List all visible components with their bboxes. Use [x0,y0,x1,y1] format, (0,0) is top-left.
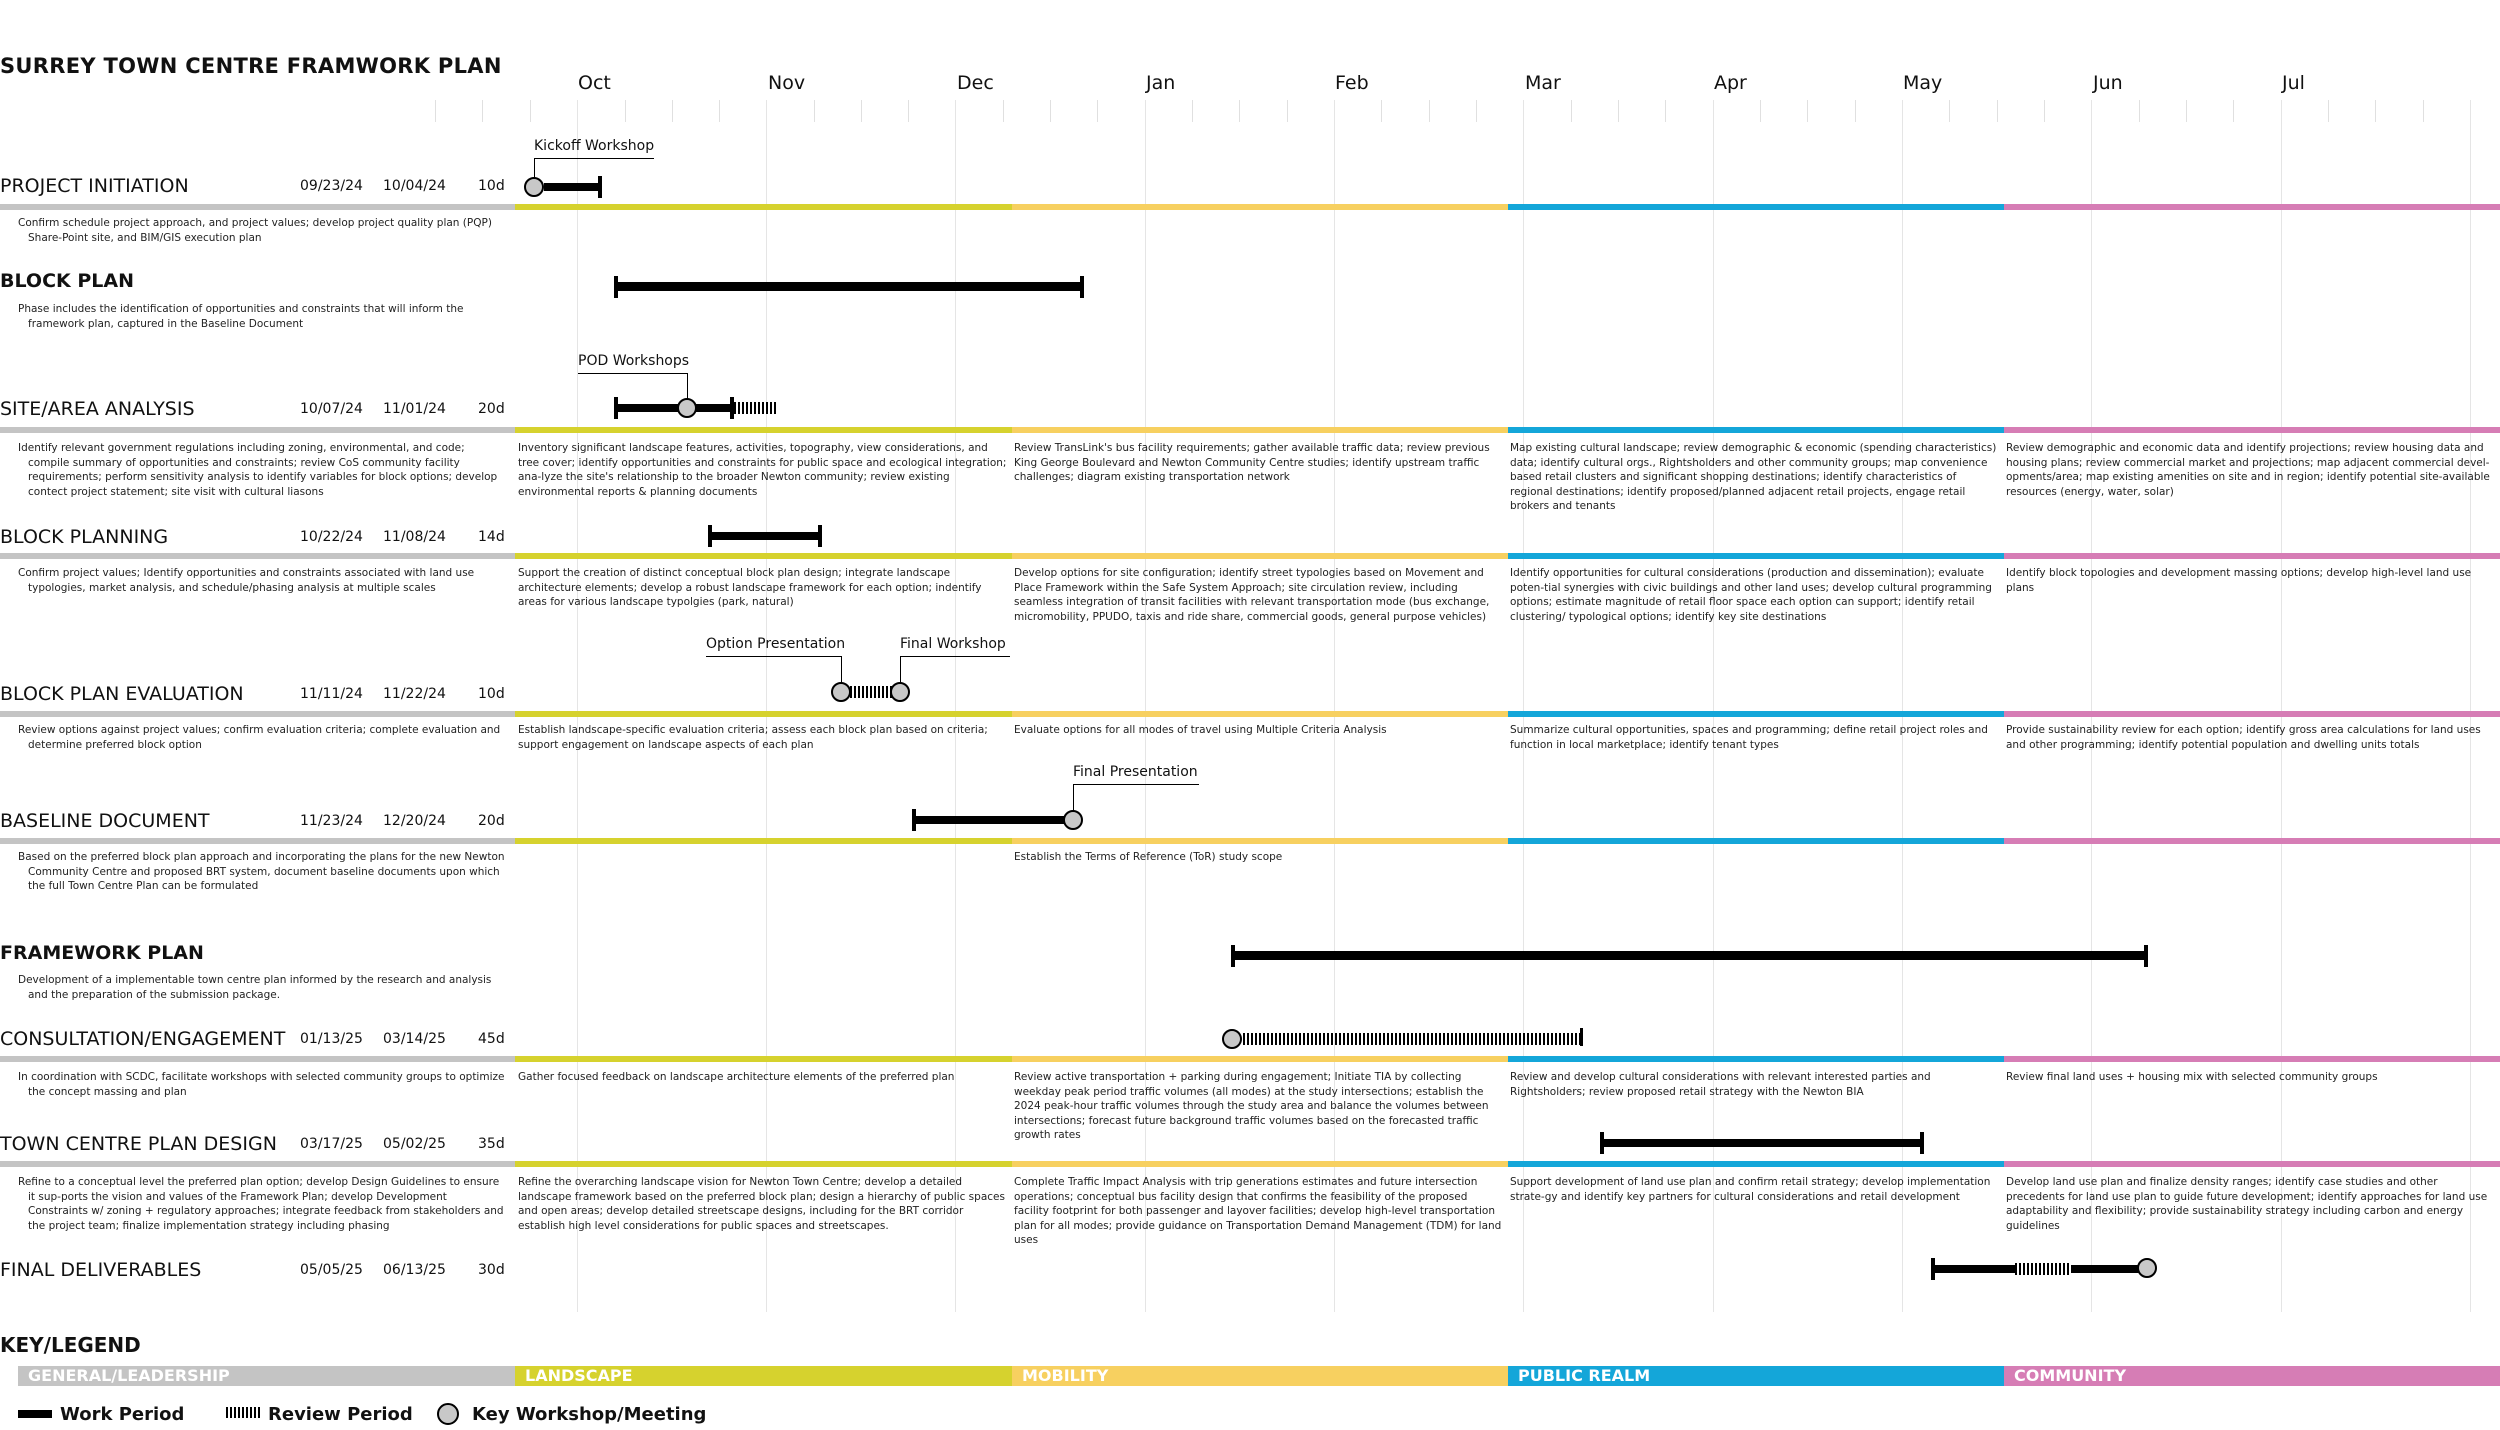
meeting-marker [677,398,697,418]
band-community [2004,1161,2500,1167]
start-date: 10/22/24 [300,529,363,545]
row-block-plan: BLOCK PLAN [0,270,134,292]
end-date: 12/20/24 [383,813,446,829]
start-date: 11/11/24 [300,686,363,702]
band-landscape [515,1161,1012,1167]
week-tick [1192,100,1193,122]
legend-review-label: Review Period [268,1404,413,1425]
work-period-cap [708,525,712,547]
desc-bp-public: Identify opportunities for cultural considerations (production and dissemination); evaluate poten-tial synergies with civic buildings and other land uses; develop cultural programming options; estimate magnitude of retail floor space each option can support; identify retail clustering/ typological options; identify key site destinations [1510,567,1992,623]
work-period-bar [914,816,1074,824]
band-community [2004,204,2500,210]
callout-kickoff-workshop: Kickoff Workshop [534,138,655,154]
work-period-bar [616,282,1082,291]
week-tick [2186,100,2187,122]
legend-community: COMMUNITY [2004,1366,2500,1386]
week-tick [1760,100,1761,122]
week-tick [908,100,909,122]
duration: 14d [478,529,505,545]
desc-bd-general: Based on the preferred block plan approach and incorporating the plans for the new Newton Community Centre and proposed BRT system, document baseline documents upon which the full Town Centre Plan can be formulated [18,851,505,892]
end-date: 03/14/25 [383,1031,446,1047]
band-general [0,838,515,844]
band-mobility [1012,204,1508,210]
callout-line [534,158,535,179]
desc-site-mobility: Review TransLink's bus facility requirements; gather available traffic data; review previous King George Boulevard and Newton Community Centre studies; identify upstream traffic challenges; diagram existing transportation network [1014,442,1490,483]
review-period-cap [1580,1028,1583,1046]
callout-line [900,656,1010,657]
work-period-bar [616,404,732,412]
duration: 20d [478,813,505,829]
week-tick [2233,100,2234,122]
callout-line [900,656,901,684]
week-tick [1855,100,1856,122]
legend-title: KEY/LEGEND [0,1333,141,1357]
end-date: 10/04/24 [383,178,446,194]
week-tick [530,100,531,122]
month-label: Jun [2093,72,2123,94]
work-period-cap [1080,276,1084,298]
desc-ce-community: Review final land uses + housing mix with selected community groups [2006,1071,2378,1083]
gridline [1523,100,1524,1312]
week-tick [1097,100,1098,122]
week-tick [1571,100,1572,122]
row-project-initiation: PROJECT INITIATION [0,175,189,197]
duration: 35d [478,1136,505,1152]
duration: 45d [478,1031,505,1047]
week-tick [1050,100,1051,122]
desc-tcp-community: Develop land use plan and finalize density ranges; identify case studies and other precedents for land use plan to guide future development; identify approaches for land use adaptability and flexibility; provide sustainability strategy including carbon and energy guidelines [2006,1176,2488,1232]
desc-tcp-general: Refine to a conceptual level the preferred plan option; develop Design Guidelines to ensure it sup-ports the vision and values of the Framework Plan; develop Development Constraints w/ zoning + regulatory approaches; integrate feedback from stakeholders and the project team; finalize implementation strategy including phasing [18,1176,504,1232]
band-mobility [1012,838,1508,844]
legend-mobility: MOBILITY [1012,1366,1508,1386]
week-tick [814,100,815,122]
band-community [2004,427,2500,433]
row-consultation-engagement: CONSULTATION/ENGAGEMENT [0,1028,286,1050]
desc-ce-public: Review and develop cultural considerations with relevant interested parties and Rightsholders; review proposed retail strategy with the Newton BIA [1510,1071,1931,1098]
start-date: 03/17/25 [300,1136,363,1152]
desc-bp-landscape: Support the creation of distinct conceptual block plan design; integrate landscape architecture elements; develop a robust landscape framework for each option; indentify areas for various landscape typolgies (park, natural) [518,567,982,608]
band-landscape [515,711,1012,717]
week-tick [861,100,862,122]
week-tick [482,100,483,122]
review-period-bar [850,686,892,698]
month-label: Mar [1525,72,1561,94]
week-tick [625,100,626,122]
end-date: 05/02/25 [383,1136,446,1152]
desc-project-initiation: Confirm schedule project approach, and project values; develop project quality plan (PQP) Share-Point site, and BIM/GIS execution plan [18,217,492,244]
callout-option-presentation: Option Presentation [706,636,846,652]
week-tick [1287,100,1288,122]
start-date: 01/13/25 [300,1031,363,1047]
band-public-realm [1508,1056,2004,1062]
legend-public-realm: PUBLIC REALM [1508,1366,2004,1386]
band-general [0,711,515,717]
band-public-realm [1508,427,2004,433]
band-landscape [515,1056,1012,1062]
desc-tcp-public: Support development of land use plan and confirm retail strategy; develop implementation strate-gy and identify key partners for cultural considerations and retail development [1510,1176,1991,1203]
end-date: 11/22/24 [383,686,446,702]
callout-line [841,656,842,684]
start-date: 11/23/24 [300,813,363,829]
band-public-realm [1508,838,2004,844]
week-tick [1381,100,1382,122]
work-period-cap [2144,945,2148,967]
row-final-deliverables: FINAL DELIVERABLES [0,1259,202,1281]
duration: 20d [478,401,505,417]
week-tick [435,100,436,122]
week-tick [2375,100,2376,122]
desc-bpe-mobility: Evaluate options for all modes of travel using Multiple Criteria Analysis [1014,724,1387,736]
band-general [0,204,515,210]
meeting-marker [1063,810,1083,830]
month-label: Oct [578,72,611,94]
work-period-bar [1933,1265,2015,1273]
legend-work-label: Work Period [60,1404,185,1425]
end-date: 11/01/24 [383,401,446,417]
week-tick [1476,100,1477,122]
desc-site-landscape: Inventory significant landscape features, activities, topography, view considerations, and tree cover; identify opportunities and constraints for public space and ecological integration; ana-lyze the site's relationship to the broader Newton community; review existing environmental reports & planning documents [518,442,1007,498]
desc-framework-plan: Development of a implementable town centre plan informed by the research and analysis and the preparation of the submission package. [18,974,492,1001]
legend-meeting-label: Key Workshop/Meeting [472,1404,707,1425]
review-period-bar [1243,1033,1581,1045]
week-tick [2139,100,2140,122]
band-landscape [515,204,1012,210]
band-landscape [515,427,1012,433]
band-public-realm [1508,553,2004,559]
row-site-area-analysis: SITE/AREA ANALYSIS [0,398,195,420]
callout-line [687,373,688,400]
band-mobility [1012,553,1508,559]
gridline [2281,100,2282,1312]
review-period-bar [2015,1263,2071,1275]
work-period-bar [1233,951,2147,960]
week-tick [719,100,720,122]
band-community [2004,553,2500,559]
desc-ce-general: In coordination with SCDC, facilitate workshops with selected community groups to optimize the concept massing and plan [18,1071,505,1098]
band-community [2004,1056,2500,1062]
band-public-realm [1508,711,2004,717]
duration: 30d [478,1262,505,1278]
month-label: May [1903,72,1943,94]
desc-site-general: Identify relevant government regulations including zoning, environmental, and code; compile summary of opportunities and constraints; review CoS community facility requirements; perform sensitivity analysis to identify variables for block options; develop contect project statement; site visit with cultural liasons [18,442,498,498]
callout-line [578,373,688,374]
month-label: Dec [957,72,994,94]
row-block-planning: BLOCK PLANNING [0,526,169,548]
week-tick [1003,100,1004,122]
callout-final-workshop: Final Workshop [900,636,1006,652]
month-label: Apr [1714,72,1747,94]
callout-line [534,158,654,159]
legend-work-icon [18,1410,52,1418]
meeting-marker [524,177,544,197]
week-tick [672,100,673,122]
desc-bd-mobility: Establish the Terms of Reference (ToR) study scope [1014,851,1283,863]
desc-block-plan: Phase includes the identification of opportunities and constraints that will inform the framework plan, captured in the Baseline Document [18,303,464,330]
work-period-bar [1602,1139,1922,1147]
desc-ce-landscape: Gather focused feedback on landscape architecture elements of the preferred plan [518,1071,955,1083]
desc-site-community: Review demographic and economic data and identify projections; review housing data and housing plans; review commercial market and projections; map adjacent commercial devel-opments/area; map existing amenities on site and in region; identify potential site-available resources (energy, water, solar) [2006,442,2490,498]
week-tick [1807,100,1808,122]
desc-bpe-landscape: Establish landscape-specific evaluation criteria; assess each block plan based on criteria; support engagement on landscape aspects of each plan [518,724,988,751]
work-period-bar [2071,1265,2147,1273]
week-tick [1618,100,1619,122]
start-date: 05/05/25 [300,1262,363,1278]
band-landscape [515,553,1012,559]
end-date: 11/08/24 [383,529,446,545]
meeting-marker [890,682,910,702]
legend-review-icon [226,1407,260,1418]
band-general [0,1161,515,1167]
gridline [2091,100,2092,1312]
desc-bpe-general: Review options against project values; confirm evaluation criteria; complete evaluation and determine preferred block option [18,724,501,751]
end-date: 06/13/25 [383,1262,446,1278]
gridline [1713,100,1714,1312]
week-tick [1429,100,1430,122]
legend-general: GENERAL/LEADERSHIP [18,1366,515,1386]
row-framework-plan: FRAMEWORK PLAN [0,942,204,964]
legend-meeting-icon [437,1403,459,1425]
work-period-cap [614,276,618,298]
row-block-plan-evaluation: BLOCK PLAN EVALUATION [0,683,244,705]
work-period-bar [544,183,600,191]
month-label: Feb [1335,72,1369,94]
band-community [2004,838,2500,844]
band-mobility [1012,1161,1508,1167]
work-period-bar [710,532,820,540]
desc-tcp-landscape: Refine the overarching landscape vision for Newton Town Centre; develop a detailed landscape framework based on the preferred block plan; design a hierarchy of public spaces and open areas; develop detailed streetscape designs, including for the BRT corridor establish high level considerations for public spaces and streetscapes. [518,1176,1005,1232]
week-tick [2328,100,2329,122]
desc-bpe-community: Provide sustainability review for each option; identify gross area calculations for land uses and other programming; identify potential population and dwelling units totals [2006,724,2481,751]
row-town-centre-plan-design: TOWN CENTRE PLAN DESIGN [0,1133,277,1155]
band-mobility [1012,1056,1508,1062]
page-title: SURREY TOWN CENTRE FRAMWORK PLAN [0,54,502,78]
work-period-cap [614,397,618,419]
month-label: Nov [768,72,806,94]
band-mobility [1012,427,1508,433]
band-general [0,427,515,433]
work-period-cap [1920,1132,1924,1154]
month-label: Jan [1146,72,1176,94]
week-tick [1949,100,1950,122]
meeting-marker [1222,1029,1242,1049]
meeting-marker [2137,1258,2157,1278]
week-tick [2423,100,2424,122]
meeting-marker [831,682,851,702]
row-baseline-document: BASELINE DOCUMENT [0,810,210,832]
review-period-bar [734,402,776,414]
legend-landscape: LANDSCAPE [515,1366,1012,1386]
week-tick [1665,100,1666,122]
week-tick [1239,100,1240,122]
duration: 10d [478,178,505,194]
band-general [0,1056,515,1062]
band-community [2004,711,2500,717]
week-tick [1997,100,1998,122]
band-public-realm [1508,1161,2004,1167]
desc-ce-mobility: Review active transportation + parking during engagement; Initiate TIA by collecting weekday peak period traffic volumes (all modes) at the study intersections; establish the 2024 peak-hour traffic volumes through the study area and balance the volumes between intersections; forecast future background traffic volumes based on the forecasted traffic growth rates [1014,1071,1489,1141]
callout-line [1073,784,1199,785]
work-period-cap [818,525,822,547]
work-period-cap [598,176,602,198]
desc-bp-mobility: Develop options for site configuration; identify street typologies based on Movement and Place Framework within the Safe System Approach; site circulation review, including seamless integration of transit facilities with relevant transportation mode (bus exchange, micromobility, PPUDO, taxis and ride share, commercial goods, general purpose vehicles) [1014,567,1490,623]
desc-bpe-public: Summarize cultural opportunities, spaces and programming; define retail project roles and function in local marketplace; identify tenant types [1510,724,1988,751]
callout-pod-workshops: POD Workshops [578,353,690,369]
band-general [0,553,515,559]
work-period-cap [912,809,916,831]
work-period-cap [1231,945,1235,967]
desc-site-public: Map existing cultural landscape; review demographic & economic (spending characteristics) data; identify cultural orgs., Rightsholders and other community groups; map convenience based retail clusters and significant shopping destinations; identify characteristics of regional destinations; identify proposed/planned adjacent retail projects, engage retail brokers and tenants [1510,442,1997,512]
callout-line [1073,784,1074,812]
work-period-cap [1600,1132,1604,1154]
band-public-realm [1508,204,2004,210]
gridline [1902,100,1903,1312]
start-date: 09/23/24 [300,178,363,194]
month-label: Jul [2282,72,2305,94]
week-tick [2044,100,2045,122]
gridline [577,100,578,1312]
desc-bp-community: Identify block topologies and development massing options; develop high-level land use plans [2006,567,2472,594]
callout-line [706,656,842,657]
duration: 10d [478,686,505,702]
start-date: 10/07/24 [300,401,363,417]
desc-bp-general: Confirm project values; Identify opportunities and constraints associated with land use typologies, market analysis, and schedule/phasing analysis at multiple scales [18,567,475,594]
gridline [2470,100,2471,1312]
band-landscape [515,838,1012,844]
desc-tcp-mobility: Complete Traffic Impact Analysis with trip generations estimates and future intersection operations; conceptual bus facility design that confirms the feasibility of the proposed facility footprint for both passenger and layover facilities; develop high-level transportation plan for all modes; provide guidance on Transportation Demand Management (TDM) for land uses [1014,1176,1502,1246]
band-mobility [1012,711,1508,717]
callout-final-presentation: Final Presentation [1073,764,1198,780]
work-period-cap [1931,1258,1935,1280]
